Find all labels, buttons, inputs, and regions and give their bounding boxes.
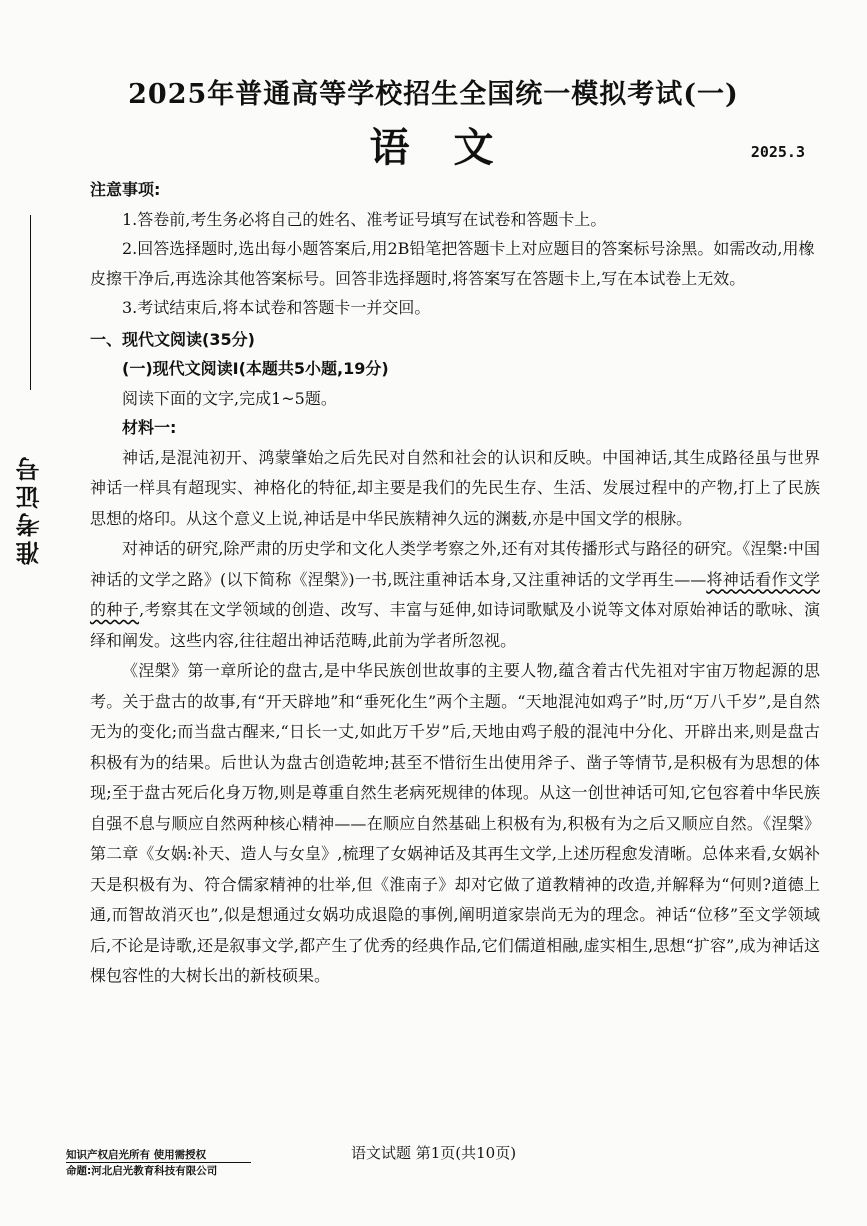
footer-author: 命题:河北启光教育科技有限公司 [66, 1165, 218, 1177]
page-content [90, 175, 820, 992]
subject-title: 语文 [369, 124, 538, 171]
footer-copyright: 知识产权启光所有 使用需授权 [66, 1149, 207, 1161]
passage-paragraph-3: 《涅槃》第一章所论的盘古,是中华民族创世故事的主要人物,蕴含着古代先祖对宇宙万物起源的思考。关于盘古的故事,有“开天辟地”和“垂死化生”两个主题。“天地混沌如鸡子”时,历“万八千岁”,是自然无为的变化;而当盘古醒来,“日长一丈,如此万千岁”后,天地由鸡子般的混沌中分化、开辟出来,则是盘古积极有为的结果。后世认为盘古创造乾坤;甚至不惜衍生出使用斧子、凿子等情节,是积极有为思想的体现;至于盘古死后化身万物,则是尊重自然生老病死规律的体现。从这一创世神话可知,它包容着中华民族自强不息与顺应自然两种核心精神——在顺应自然基础上积极有为,积极有为之后又顺应自然。《涅槃》第二章《女娲:补天、造人与女皇》,梳理了女娲神话及其再生文学,上述历程愈发清晰。总体来看,女娲补天是积极有为、符合儒家精神的壮举,但《淮南子》却对它做了道教精神的改造,并解释为“何则?道德上通,而智故消灭也”,似是想通过女娲功成退隐的事例,阐明道家崇尚无为的理念。神话“位移”至文学领域后,不论是诗歌,还是叙事文学,都产生了优秀的经典作品,它们儒道相融,虚实相生,思想“扩容”,成为神话这棵包容性的大树长出的新枝硕果。 [90, 661, 820, 985]
wavy-underlined-phrase: 将神话看作文学的种子 [90, 569, 820, 619]
section-subtitle: (一)现代文阅读Ⅰ(本题共5小题,19分) [122, 359, 389, 378]
material-label: 材料一: [122, 418, 177, 437]
page-number: 语文试题 第1页(共10页) [350, 1144, 517, 1162]
notice-item-1: 1.答卷前,考生务必将自己的姓名、准考证号填写在试卷和答题卡上。 [122, 209, 607, 229]
passage-paragraph-1: 神话,是混沌初开、鸿蒙肇始之后先民对自然和社会的认识和反映。中国神话,其生成路径虽与世界神话一样具有超现实、神格化的特征,却主要是我们的先民生存、生活、发展过程中的产物,打上了民族思想的烙印。从这个意义上说,神话是中华民族精神久远的渊薮,亦是中国文学的根脉。 [90, 447, 820, 528]
passage-paragraph-2-part-a: 对神话的研究,除严肃的历史学和文化人类学考察之外,还有对其传播形式与路径的研究。《涅槃:中国神话的文学之路》(以下简称《涅槃》)一书,既注重神话本身,又注重神话的文学再生—— [90, 539, 820, 589]
passage-paragraph-2-part-b: ,考察其在文学领域的创造、改写、丰富与延伸,如诗词歌赋及小说等文体对原始神话的歌咏、演绎和阐发。这些内容,往往超出神话范畴,此前为学者所忽视。 [90, 600, 820, 650]
exam-date: 2025.3 [750, 143, 805, 161]
notice-item-3: 3.考试结束后,将本试卷和答题卡一并交回。 [122, 298, 431, 317]
candidate-number-line [30, 215, 31, 390]
exam-title: 2025年普通高等学校招生全国统一模拟考试(一) [128, 79, 739, 110]
notice-heading: 注意事项: [90, 180, 161, 199]
notice-item-2: 2.回答选择题时,选出每小题答案后,用2B铅笔把答题卡上对应题目的答案标号涂黑。如需改动,用橡皮擦干净后,再选涂其他答案标号。回答非选择题时,将答案写在答题卡上,写在本试卷上无效。 [90, 239, 815, 288]
candidate-number-label: 准考证号 [16, 453, 44, 565]
section-instruction: 阅读下面的文字,完成1~5题。 [122, 388, 337, 408]
section-title: 一、现代文阅读(35分) [90, 329, 255, 349]
passage-paragraph-2 [90, 534, 820, 656]
